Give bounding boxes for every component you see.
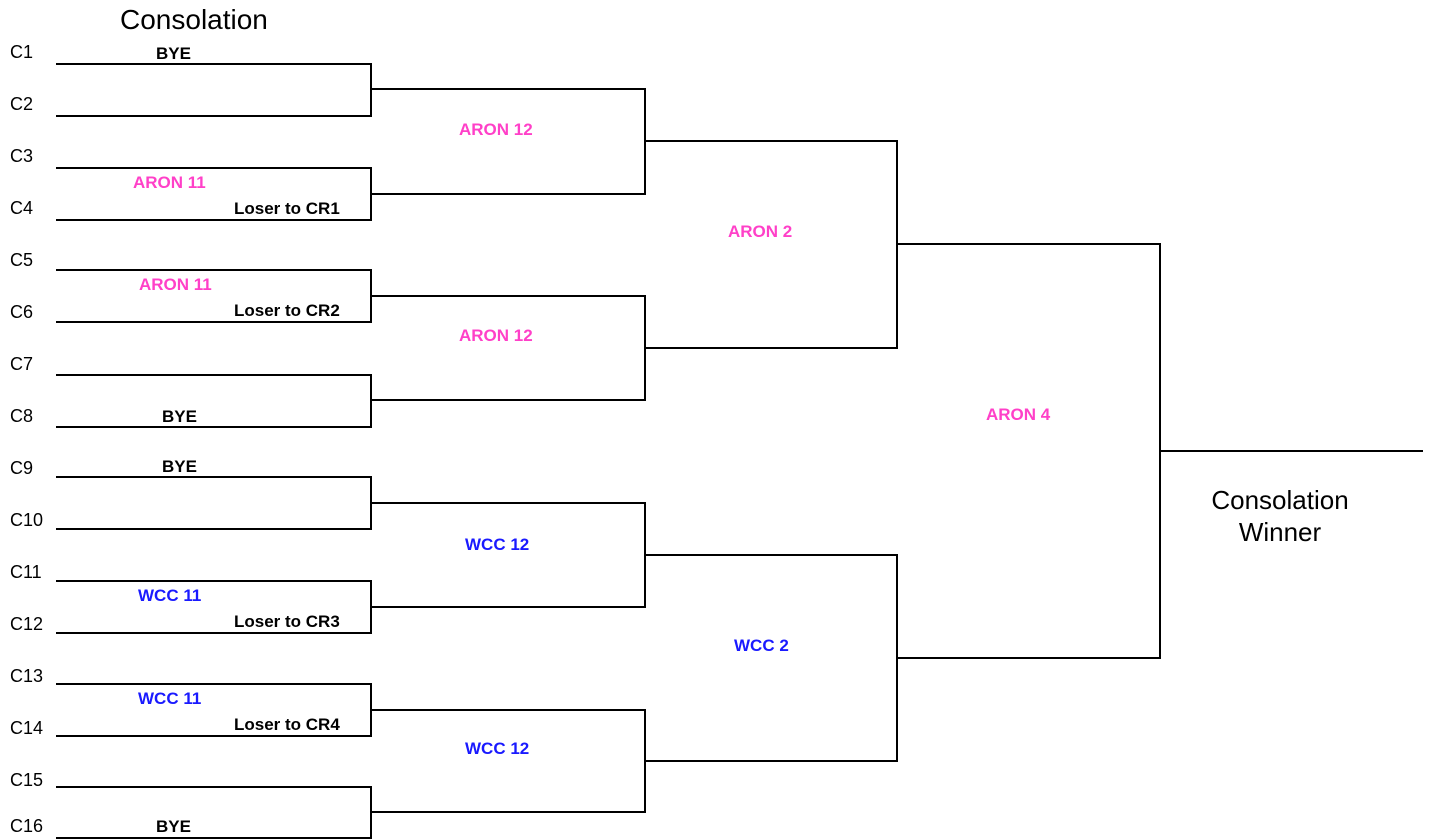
- seed-label-c16: C16: [10, 816, 44, 836]
- r1-label-c16: BYE: [156, 817, 191, 836]
- r2-line-4: [370, 399, 646, 401]
- r3-line-2: [644, 347, 898, 349]
- winner-label-line2: Winner: [1238, 517, 1322, 547]
- r1-line-c12: [56, 632, 372, 634]
- r1-team-c13-c14: WCC 11: [138, 689, 202, 708]
- r1-connector-1: [370, 63, 372, 117]
- r2-line-5: [370, 502, 646, 504]
- r2-line-7: [370, 709, 646, 711]
- r1-line-c1: [56, 63, 372, 65]
- r2-team-2: ARON 12: [459, 326, 533, 345]
- seed-label-c15: C15: [10, 770, 44, 790]
- r3-line-3: [644, 554, 898, 556]
- r2-line-3: [370, 295, 646, 297]
- seed-label-c13: C13: [10, 666, 44, 686]
- seed-label-c5: C5: [10, 250, 34, 270]
- r2-line-2: [370, 193, 646, 195]
- r1-line-c4: [56, 219, 372, 221]
- r1-line-c16: [56, 837, 372, 839]
- r2-line-6: [370, 606, 646, 608]
- r3-line-4: [644, 760, 898, 762]
- r1-line-c3: [56, 167, 372, 169]
- r1-line-c13: [56, 683, 372, 685]
- seed-label-c6: C6: [10, 302, 34, 322]
- r1-label-c12: Loser to CR3: [234, 612, 340, 631]
- r1-team-c11-c12: WCC 11: [138, 586, 202, 605]
- r1-team-c3-c4: ARON 11: [133, 173, 206, 192]
- r1-label-c14: Loser to CR4: [234, 715, 340, 734]
- r2-line-8: [370, 811, 646, 813]
- r3-team-2: WCC 2: [734, 636, 789, 655]
- r1-line-c9: [56, 476, 372, 478]
- r4-line-1: [896, 243, 1161, 245]
- seed-label-c7: C7: [10, 354, 34, 374]
- seed-label-c8: C8: [10, 406, 34, 426]
- r2-team-1: ARON 12: [459, 120, 533, 139]
- r2-team-4: WCC 12: [465, 739, 530, 758]
- r1-label-c4: Loser to CR1: [234, 199, 340, 218]
- r4-line-2: [896, 657, 1161, 659]
- seed-label-c1: C1: [10, 42, 34, 62]
- r1-label-c8: BYE: [162, 407, 197, 426]
- r1-line-c6: [56, 321, 372, 323]
- r1-line-c15: [56, 786, 372, 788]
- r4-team: ARON 4: [986, 405, 1051, 424]
- seed-label-c3: C3: [10, 146, 34, 166]
- r3-line-1: [644, 140, 898, 142]
- r1-line-c7: [56, 374, 372, 376]
- winner-label: [1180, 484, 1380, 548]
- r1-line-c11: [56, 580, 372, 582]
- r2-team-3: WCC 12: [465, 535, 530, 554]
- r1-label-c1: BYE: [156, 44, 191, 63]
- r3-team-1: ARON 2: [728, 222, 793, 241]
- r1-line-c8: [56, 426, 372, 428]
- winner-line: [1159, 450, 1423, 452]
- r1-label-c6: Loser to CR2: [234, 301, 340, 320]
- seed-label-c2: C2: [10, 94, 34, 114]
- r1-label-c9: BYE: [162, 457, 197, 476]
- winner-label-line1: Consolation: [1211, 485, 1349, 515]
- bracket-title: Consolation: [120, 4, 268, 35]
- seed-label-c4: C4: [10, 198, 34, 218]
- r2-line-1: [370, 88, 646, 90]
- r1-line-c2: [56, 115, 372, 117]
- seed-label-c12: C12: [10, 614, 44, 634]
- r1-line-c10: [56, 528, 372, 530]
- r1-line-c14: [56, 735, 372, 737]
- r1-line-c5: [56, 269, 372, 271]
- r1-connector-4: [370, 374, 372, 428]
- seed-label-c9: C9: [10, 458, 34, 478]
- r1-team-c5-c6: ARON 11: [139, 275, 212, 294]
- seed-label-c10: C10: [10, 510, 44, 530]
- seed-label-c11: C11: [10, 562, 42, 582]
- seed-label-c14: C14: [10, 718, 44, 738]
